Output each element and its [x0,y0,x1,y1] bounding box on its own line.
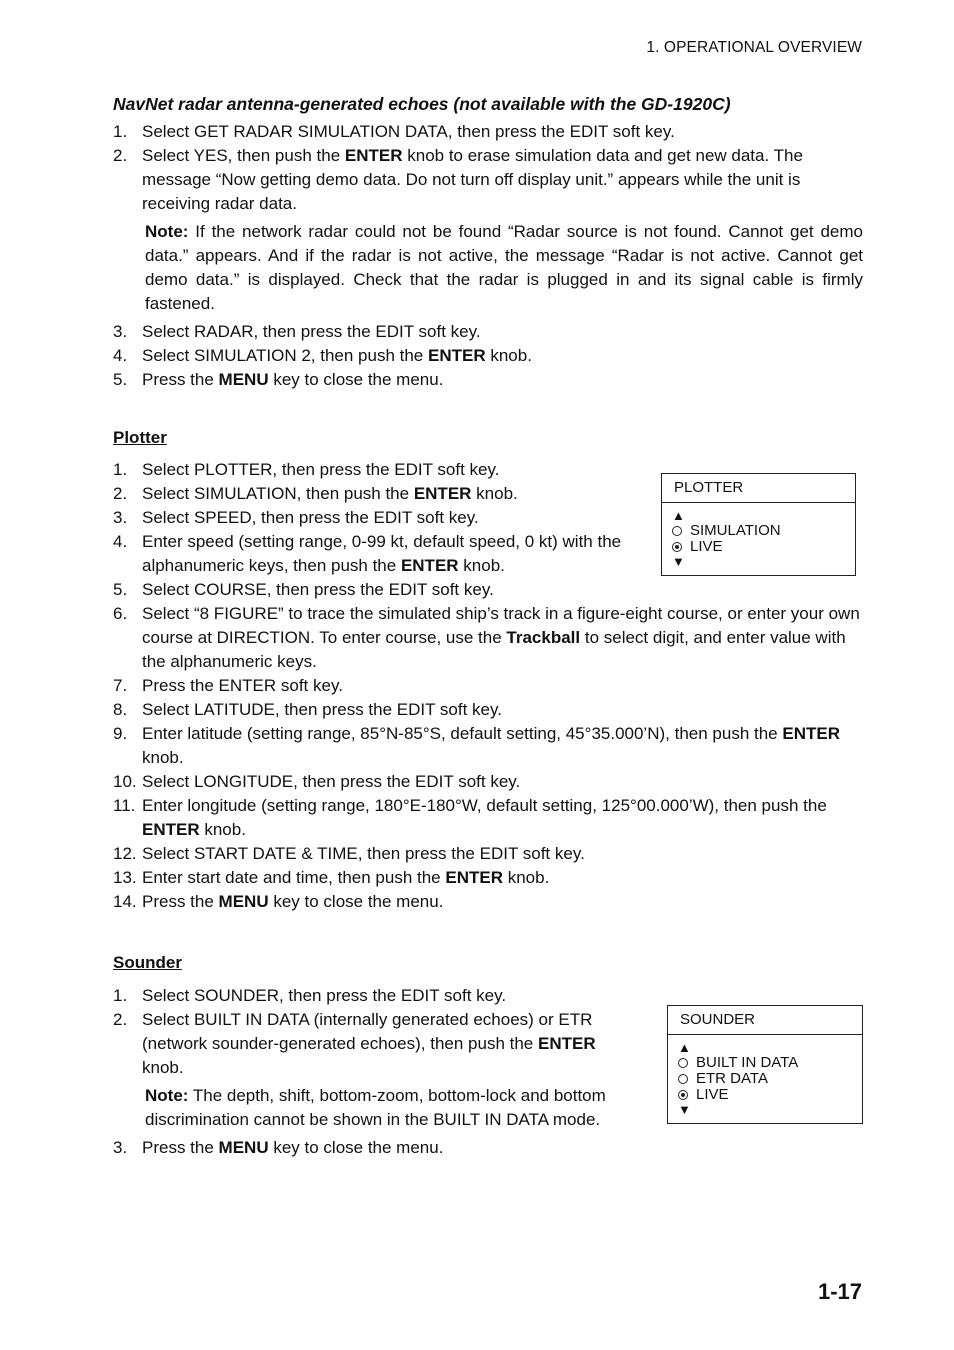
menu-option-live[interactable] [678,1087,852,1103]
step-number: 3. [113,322,128,341]
step-text [142,322,481,341]
list-item [113,770,863,794]
text-segment: Press the [142,370,219,389]
step-text [142,1010,596,1077]
text-segment: knob. [502,868,550,887]
step-text [142,146,803,213]
list-item [113,984,633,1008]
bold-keyword: ENTER [413,484,472,503]
list-item [113,120,863,144]
bold-keyword: MENU [218,1138,269,1157]
step-number: 13. [113,868,137,887]
list-item [113,674,863,698]
text-segment: Enter longitude (setting range, 180°E-180°W, default setting, 125°00.000’W), then push the [142,796,827,815]
bold-keyword: ENTER [428,346,486,365]
text-segment: Select YES, then push the [142,146,345,165]
list-item [113,602,863,674]
menu-option-live[interactable] [672,539,845,555]
text-segment: Select SPEED, then press the EDIT soft key. [142,508,479,527]
radar-note [145,220,863,316]
step-text [142,844,585,863]
step-number: 1. [113,122,128,141]
list-item [113,866,863,890]
step-text [142,460,499,479]
option-label: ETR DATA [696,1070,768,1087]
menu-options [662,503,855,575]
bold-keyword: ENTER [400,556,459,575]
radio-unselected-icon [678,1058,688,1068]
text-segment: knob. [485,346,532,365]
text-segment: Press the [142,1138,219,1157]
text-segment: Select PLOTTER, then press the EDIT soft key. [142,460,500,479]
step-number: 3. [113,508,128,527]
step-number: 6. [113,604,128,623]
text-segment: Select START DATE & TIME, then press the EDIT soft key. [142,844,585,863]
step-number: 2. [113,1010,128,1029]
bold-keyword: ENTER [782,724,840,743]
scroll-up-arrow-icon[interactable]: ▲ [672,508,685,523]
step-text [142,1138,443,1157]
step-number: 14. [113,892,137,911]
step-text [142,604,860,671]
bold-keyword: ENTER [445,868,503,887]
page-number: 1-17 [817,1279,862,1304]
text-segment: knob. [142,748,184,767]
list-item [113,794,863,842]
text-segment: Select SIMULATION, then push the [142,484,414,503]
menu-options [668,1035,862,1123]
list-item [113,144,863,216]
step-text [142,508,479,527]
radio-selected-icon [672,542,682,552]
sounder-note-item [113,1084,612,1132]
step-text [142,868,549,887]
text-segment: Press the [142,892,219,911]
text-segment: to select digit, and enter value with the alphanumeric keys. [142,628,846,671]
option-label: LIVE [696,1086,729,1103]
list-item [113,578,863,602]
text-segment: key to close the menu. [268,1138,444,1157]
plotter-menu [661,473,856,576]
note-text: The depth, shift, bottom-zoom, bottom-lock and bottom discrimination cannot be shown in the BUILT IN DATA mode. [145,1086,606,1129]
radar-section-title: NavNet radar antenna-generated echoes (not available with the GD-1920C) [113,94,731,114]
list-item [113,344,863,368]
option-label: LIVE [690,538,723,555]
step-number: 10. [113,772,137,791]
text-segment: key to close the menu. [268,370,444,389]
bold-keyword: Trackball [506,628,581,647]
text-segment: Select COURSE, then press the EDIT soft key. [142,580,494,599]
text-segment: knob. [199,820,246,839]
scroll-down-arrow-icon[interactable]: ▼ [678,1102,691,1117]
list-item [113,368,863,392]
scroll-up-arrow-icon[interactable]: ▲ [678,1040,691,1055]
list-item [113,890,863,914]
list-item [113,842,863,866]
step-text [142,796,827,839]
option-label: SIMULATION [690,522,781,539]
bold-keyword: ENTER [344,146,403,165]
bold-keyword: MENU [218,892,269,911]
step-number: 5. [113,370,128,389]
note-label: Note: [145,222,189,241]
step-text [142,580,494,599]
step-number: 2. [113,484,128,503]
step-text [142,724,840,767]
step-number: 12. [113,844,137,863]
step-text [142,772,520,791]
text-segment: Select LATITUDE, then press the EDIT soft key. [142,700,502,719]
step-number: 3. [113,1138,128,1157]
step-text [142,532,621,575]
option-label: BUILT IN DATA [696,1054,799,1071]
step-text [142,122,675,141]
text-segment: Select “8 FIGURE” to trace the simulated ship’s track in a figure-eight course, or enter your own course at DIRECTION. To enter course, use the [142,604,860,647]
text-segment: Select BUILT IN DATA (internally generated echoes) or ETR (network sounder-generated echoes), then push the [142,1010,593,1053]
step-number: 1. [113,460,128,479]
step-text [142,676,343,695]
step-number: 1. [113,986,128,1005]
list-item [113,1008,622,1080]
step-number: 11. [113,796,136,815]
step-number: 2. [113,146,128,165]
text-segment: knob to erase simulation data and get new data. The message “Now getting demo data. Do not turn off display unit.” appears while the unit is receiving radar data. [142,146,803,213]
menu-title: PLOTTER [662,474,855,503]
radio-unselected-icon [678,1074,688,1084]
radar-steps [113,120,863,392]
text-segment: knob. [142,1058,184,1077]
list-item [113,1136,633,1160]
note-label: Note: [145,1086,189,1105]
menu-option-simulation[interactable] [672,523,845,539]
bold-keyword: MENU [218,370,269,389]
sounder-note [145,1084,612,1132]
step-number: 9. [113,724,128,743]
text-segment: knob. [471,484,518,503]
text-segment: Select SIMULATION 2, then push the [142,346,428,365]
step-number: 5. [113,580,128,599]
plotter-heading: Plotter [113,428,167,447]
sounder-steps [113,984,633,1160]
text-segment: Select RADAR, then press the EDIT soft key. [142,322,481,341]
running-header: 1. OPERATIONAL OVERVIEW [646,39,862,56]
list-item [113,722,863,770]
text-segment: key to close the menu. [268,892,444,911]
list-item [113,698,863,722]
text-segment: Select GET RADAR SIMULATION DATA, then press the EDIT soft key. [142,122,675,141]
text-segment: Enter speed (setting range, 0-99 kt, default speed, 0 kt) with the alphanumeric keys, then push the [142,532,622,575]
radio-selected-icon [678,1090,688,1100]
step-number: 4. [113,346,128,365]
bold-keyword: ENTER [537,1034,596,1053]
text-segment: Press the ENTER soft key. [142,676,343,695]
note-text: If the network radar could not be found “Radar source is not found. Cannot get demo data.” appears. And if the radar is not active, the message “Radar is not active. Cannot get demo data.” is displayed. Check that the radar is plugged in and its signal cable is firmly fastened. [145,222,863,313]
step-text [142,892,443,911]
list-item [113,530,633,578]
step-number: 7. [113,676,128,695]
menu-title: SOUNDER [668,1006,862,1035]
text-segment: Enter latitude (setting range, 85°N-85°S, default setting, 45°35.000’N), then push the [142,724,783,743]
sounder-menu [667,1005,863,1124]
scroll-down-arrow-icon[interactable]: ▼ [672,554,685,569]
menu-option-built-in-data[interactable] [678,1055,852,1071]
step-text [142,346,532,365]
menu-option-etr-data[interactable] [678,1071,852,1087]
text-segment: knob. [458,556,505,575]
text-segment: Enter start date and time, then push the [142,868,446,887]
step-text [142,370,443,389]
step-text [142,986,506,1005]
step-number: 4. [113,532,128,551]
bold-keyword: ENTER [142,820,200,839]
text-segment: Select LONGITUDE, then press the EDIT soft key. [142,772,521,791]
radar-note-item [113,220,863,316]
step-number: 8. [113,700,128,719]
sounder-heading: Sounder [113,953,182,972]
radio-unselected-icon [672,526,682,536]
step-text [142,484,518,503]
text-segment: Select SOUNDER, then press the EDIT soft key. [142,986,507,1005]
step-text [142,700,502,719]
list-item [113,320,863,344]
